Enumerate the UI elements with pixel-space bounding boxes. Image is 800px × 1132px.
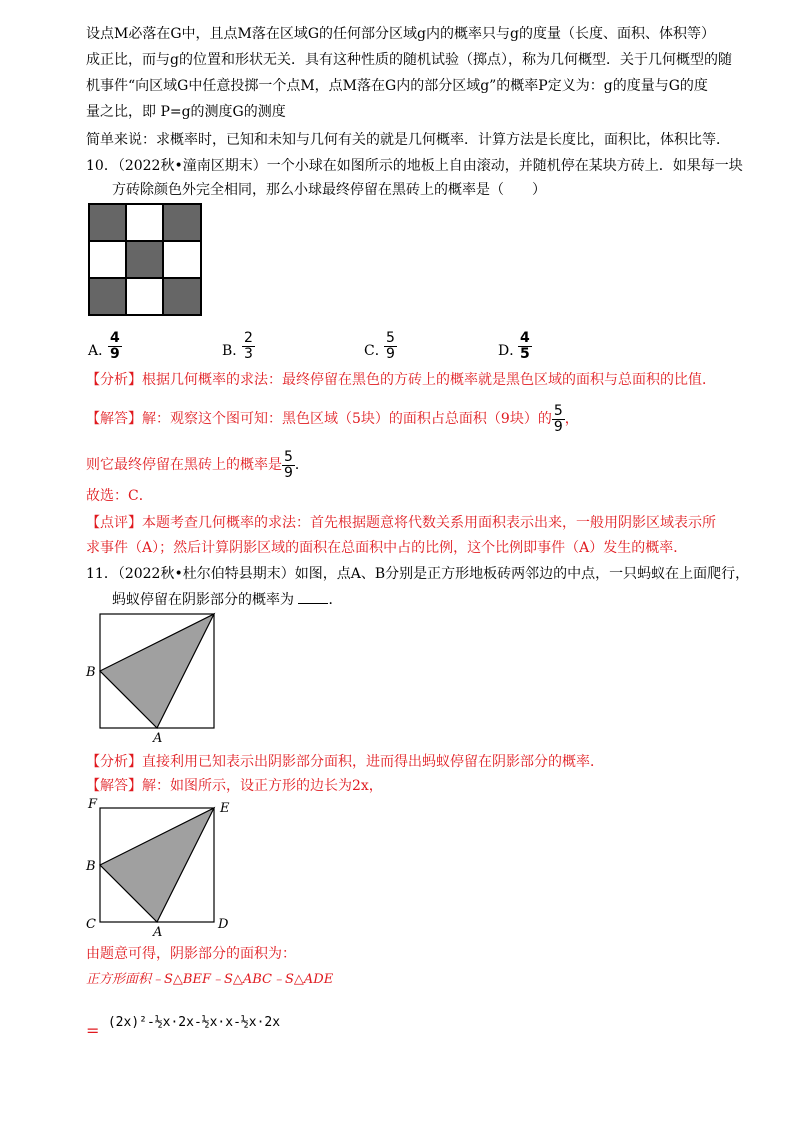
q11-stem-1: （2022秋•杜尔伯特县期末）如图，点A、B分别是正方形地板砖两邻边的中点，一只蚂蚁在上面爬行，	[117, 566, 750, 582]
q10-answer-line-1	[86, 402, 579, 436]
q11-number: 11．	[86, 566, 118, 582]
label-b: B	[86, 859, 96, 874]
option-label: B．	[222, 343, 247, 359]
q10-stem-2: 方砖除颜色外完全相同，那么小球最终停留在黑砖上的概率是（ ）	[112, 182, 546, 198]
q11-answer: 【解答】解：如图所示，设正方形的边长为2x，	[86, 778, 383, 794]
shaded-triangle	[100, 614, 214, 728]
label-b: B	[86, 665, 96, 680]
q10-stem-line-1	[86, 156, 743, 176]
punct: ，	[564, 411, 579, 427]
q11-analysis: 【分析】直接利用已知表示出阴影部分面积，进而得出蚂蚁停留在阴影部分的概率．	[86, 754, 604, 770]
tile-dark	[89, 278, 126, 315]
option-label: A．	[88, 343, 113, 359]
q10-stem-1: （2022秋•潼南区期末）一个小球在如图所示的地板上自由滚动，并随机停在某块方砖上．如果每一块	[117, 158, 743, 174]
answer-blank[interactable]	[298, 589, 328, 604]
punct: ．	[294, 457, 309, 473]
q10-comment-1: 【点评】本题考查几何概率的求法：首先根据题意将代数关系用面积表示出来，一般用阴影区域表示所	[86, 515, 716, 531]
q11-stem-line-1	[86, 564, 749, 584]
tile-dark	[89, 204, 126, 241]
tile-dark	[163, 278, 201, 315]
label-a: A	[153, 925, 163, 938]
option-fraction: $\frac{4}{5}$	[520, 330, 530, 362]
q10-answer-text: 【解答】解：观察这个图可知：黑色区域（5块）的面积占总面积（9块）的	[86, 411, 552, 427]
tile-white	[89, 241, 126, 278]
q11-stem-2: 蚂蚁停留在阴影部分的概率为	[112, 592, 294, 608]
q11-figure-2	[80, 798, 250, 938]
q10-answer2-text: 则它最终停留在黑砖上的概率是	[86, 457, 282, 473]
q10-choice: 故选：C．	[86, 488, 153, 504]
q10-option-d[interactable]	[498, 320, 598, 364]
q10-number: 10．	[86, 158, 118, 174]
label-e: E	[220, 801, 230, 816]
intro-line-5: 简单来说：求概率时，已知和未知与几何有关的就是几何概率．计算方法是长度比，面积比，体积比等．	[86, 132, 730, 148]
tile-dark	[126, 241, 163, 278]
q10-analysis: 【分析】根据几何概率的求法：最终停留在黑色的方砖上的概率就是黑色区域的面积与总面积的比值．	[86, 372, 716, 388]
option-label: C．	[364, 343, 389, 359]
q11-stem-line-2	[112, 589, 342, 610]
tile-dark	[163, 204, 201, 241]
q10-option-c[interactable]	[364, 320, 464, 364]
option-fraction: $\frac{4}{9}$	[110, 330, 120, 362]
intro-line-2: 成正比，而与g的位置和形状无关．具有这种性质的随机试验（掷点），称为几何概型．关于几何概型的随	[86, 52, 732, 68]
label-f: F	[88, 798, 98, 812]
q11-figure-1	[80, 608, 230, 744]
answer-fraction: $\frac{5}{9}$	[553, 402, 563, 435]
tile-floor-figure	[88, 203, 202, 316]
option-fraction: $\frac{5}{9}$	[386, 330, 395, 362]
tile-white	[126, 204, 163, 241]
punct: ．	[328, 592, 343, 608]
q10-option-a[interactable]	[88, 320, 188, 364]
shaded-triangle	[100, 808, 214, 922]
intro-line-4: 量之比，即 P=g的测度G的测度	[86, 104, 286, 120]
tile-white	[126, 278, 163, 315]
equals-sign: =	[86, 1021, 100, 1040]
q10-comment-2: 求事件（A）；然后计算阴影区域的面积在总面积中占的比例，这个比例即事件（A）发生的概率．	[86, 540, 688, 556]
q10-answer-line-2	[86, 448, 309, 482]
q11-work-1: 由题意可得，阴影部分的面积为：	[86, 946, 296, 962]
q11-work-2: 正方形面积﹣S△BEF﹣S△ABC﹣S△ADE	[86, 972, 334, 987]
tile-white	[163, 241, 201, 278]
label-d: D	[218, 917, 229, 932]
q11-work-3	[86, 1002, 280, 1051]
intro-line-1: 设点M必落在G中，且点M落在区域G的任何部分区域g内的概率只与g的度量（长度、面积、体积等）	[86, 26, 715, 42]
answer-fraction: $\frac{5}{9}$	[284, 448, 293, 481]
area-expression: (2x)²-½x·2x-½x·x-½x·2x	[107, 1015, 281, 1030]
intro-line-3: 机事件“向区域G中任意投掷一个点M，点M落在G内的部分区域g”的概率P定义为：g的度量与G的度	[86, 78, 708, 94]
option-fraction: $\frac{2}{3}$	[244, 330, 253, 362]
label-a: A	[153, 731, 163, 744]
option-label: D．	[498, 343, 524, 359]
label-c: C	[86, 917, 96, 932]
q10-option-b[interactable]	[222, 320, 322, 364]
